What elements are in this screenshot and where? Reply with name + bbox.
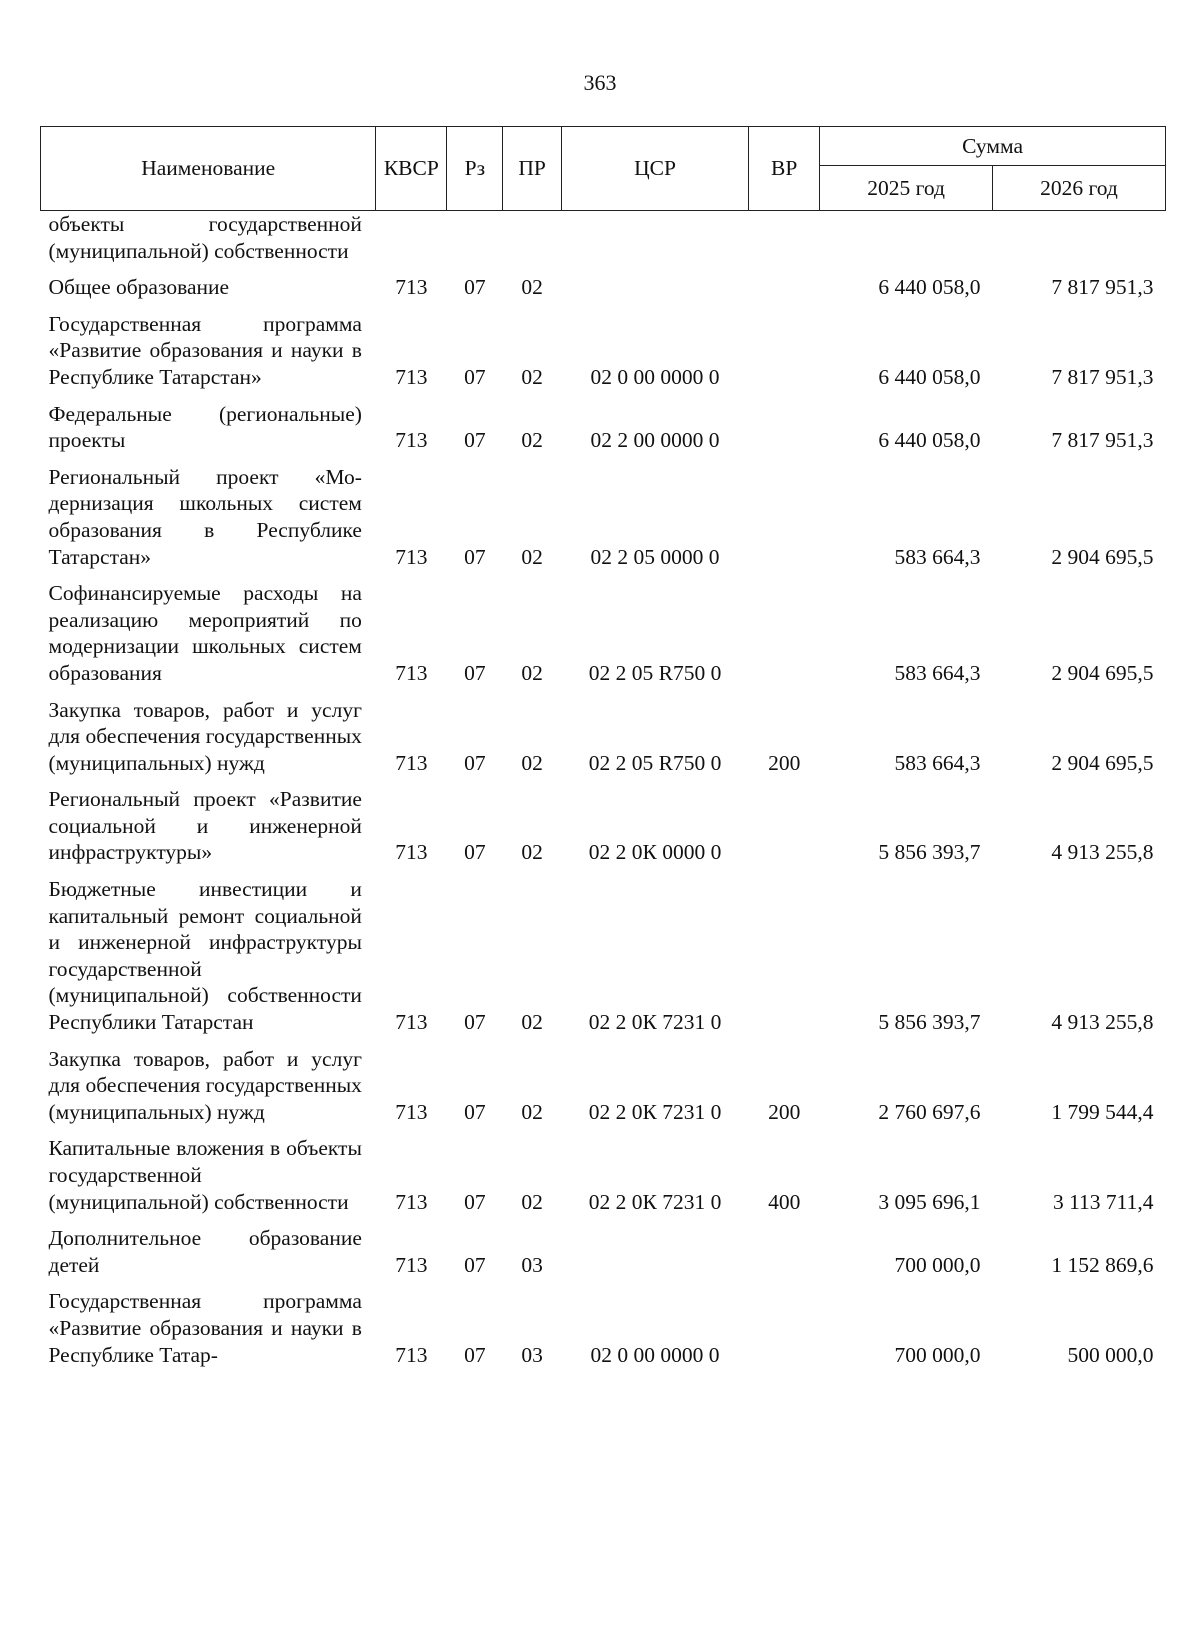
row-csr bbox=[561, 211, 748, 271]
row-vr: 400 bbox=[768, 1189, 801, 1214]
table-row bbox=[41, 1284, 1166, 1374]
table-row bbox=[41, 782, 1166, 872]
row-rz: 07 bbox=[464, 1252, 486, 1277]
table-header bbox=[41, 127, 1166, 211]
row-csr: 02 2 05 R750 0 bbox=[588, 750, 722, 775]
row-amount-2025: 5 856 393,7 bbox=[878, 1010, 981, 1035]
row-name: Бюджетные инвестиции и капитальный ремонт социальной и инженерной инфраструктуры государственной (муниципальной) собственности Республики Татарстан bbox=[48, 877, 362, 1035]
row-rz: 07 bbox=[464, 1099, 486, 1124]
row-kvsr: 713 bbox=[395, 660, 428, 685]
row-amount-2026: 7 817 951,3 bbox=[1051, 428, 1154, 453]
row-csr: 02 0 00 0000 0 bbox=[590, 1342, 720, 1367]
row-pr: 03 bbox=[521, 1342, 543, 1367]
row-rz bbox=[447, 211, 503, 271]
row-name: Региональный проект «Модернизация школьных систем образования в Республике Татарстан» bbox=[48, 464, 362, 569]
row-pr: 02 bbox=[521, 1189, 543, 1214]
header-sum: Сумма bbox=[820, 127, 1166, 166]
table-row bbox=[41, 872, 1166, 1042]
row-name: Капитальные вложения в объекты государственной (муниципальной) собственности bbox=[48, 1136, 362, 1214]
row-csr: 02 0 00 0000 0 bbox=[590, 364, 720, 389]
row-pr: 02 bbox=[521, 660, 543, 685]
row-pr: 02 bbox=[521, 275, 543, 300]
row-amount-2026 bbox=[993, 211, 1166, 271]
row-pr: 02 bbox=[521, 364, 543, 389]
row-amount-2026: 7 817 951,3 bbox=[1051, 275, 1154, 300]
row-kvsr: 713 bbox=[395, 1099, 428, 1124]
row-pr: 02 bbox=[521, 1010, 543, 1035]
row-kvsr: 713 bbox=[395, 1342, 428, 1367]
row-amount-2025 bbox=[820, 211, 993, 271]
row-amount-2026: 3 113 711,4 bbox=[1052, 1189, 1154, 1214]
budget-table bbox=[40, 126, 1166, 1374]
row-vr: 200 bbox=[768, 1099, 801, 1124]
row-csr: 02 2 0К 0000 0 bbox=[588, 840, 722, 865]
row-amount-2025: 583 664,3 bbox=[894, 750, 981, 775]
row-vr bbox=[749, 460, 820, 576]
row-rz: 07 bbox=[464, 750, 486, 775]
row-rz: 07 bbox=[464, 544, 486, 569]
row-amount-2026: 7 817 951,3 bbox=[1051, 364, 1154, 389]
header-vr: ВР bbox=[749, 127, 820, 211]
table-row bbox=[41, 397, 1166, 460]
row-kvsr: 713 bbox=[395, 840, 428, 865]
header-2026: 2026 год bbox=[993, 166, 1166, 211]
row-pr: 02 bbox=[521, 544, 543, 569]
header-pr: ПР bbox=[503, 127, 561, 211]
row-name: Региональный проект «Развитие социальной и инженерной инфраструктуры» bbox=[48, 787, 362, 865]
row-name: Закупка товаров, работ и услуг для обеспечения государственных (муниципальных) нужд bbox=[48, 1046, 362, 1124]
header-2025: 2025 год bbox=[820, 166, 993, 211]
row-kvsr: 713 bbox=[395, 428, 428, 453]
row-amount-2025: 3 095 696,1 bbox=[878, 1189, 981, 1214]
row-rz: 07 bbox=[464, 1189, 486, 1214]
row-name: Дополнительное образование детей bbox=[48, 1226, 362, 1277]
row-vr bbox=[749, 211, 820, 271]
header-kvsr: КВСР bbox=[376, 127, 447, 211]
row-kvsr bbox=[376, 211, 447, 271]
row-vr bbox=[749, 782, 820, 872]
row-amount-2025: 583 664,3 bbox=[894, 544, 981, 569]
table-row bbox=[41, 460, 1166, 576]
table-row bbox=[41, 1221, 1166, 1284]
row-amount-2025: 5 856 393,7 bbox=[878, 840, 981, 865]
row-amount-2025: 583 664,3 bbox=[894, 660, 981, 685]
header-rz: Рз bbox=[447, 127, 503, 211]
row-kvsr: 713 bbox=[395, 1010, 428, 1035]
row-amount-2025: 6 440 058,0 bbox=[878, 275, 981, 300]
row-rz: 07 bbox=[464, 428, 486, 453]
row-name: Государственная программа «Развитие образования и науки в Республике Татар- bbox=[48, 1289, 362, 1367]
row-csr bbox=[561, 270, 748, 307]
row-csr: 02 2 05 R750 0 bbox=[588, 660, 722, 685]
row-pr: 02 bbox=[521, 1099, 543, 1124]
row-vr bbox=[749, 1221, 820, 1284]
row-vr bbox=[749, 270, 820, 307]
table-row bbox=[41, 270, 1166, 307]
row-kvsr: 713 bbox=[395, 544, 428, 569]
row-csr: 02 2 0К 7231 0 bbox=[588, 1099, 722, 1124]
row-amount-2025: 6 440 058,0 bbox=[878, 364, 981, 389]
row-kvsr: 713 bbox=[395, 275, 428, 300]
row-name: Закупка товаров, работ и услуг для обеспечения государственных (муниципальных) нужд bbox=[48, 697, 362, 775]
row-amount-2025: 700 000,0 bbox=[894, 1342, 981, 1367]
row-amount-2026: 2 904 695,5 bbox=[1051, 750, 1154, 775]
row-vr bbox=[749, 397, 820, 460]
row-amount-2026: 4 913 255,8 bbox=[1051, 840, 1154, 865]
row-rz: 07 bbox=[464, 275, 486, 300]
row-kvsr: 713 bbox=[395, 1189, 428, 1214]
table-row bbox=[41, 1131, 1166, 1221]
row-pr: 03 bbox=[521, 1252, 543, 1277]
row-pr: 02 bbox=[521, 840, 543, 865]
row-vr bbox=[749, 1284, 820, 1374]
header-csr: ЦСР bbox=[561, 127, 748, 211]
row-name: Государственная программа «Развитие образования и науки в Республике Татарстан» bbox=[48, 311, 362, 389]
row-kvsr: 713 bbox=[395, 364, 428, 389]
row-vr: 200 bbox=[768, 750, 801, 775]
row-rz: 07 bbox=[464, 840, 486, 865]
row-kvsr: 713 bbox=[395, 1252, 428, 1277]
table-row bbox=[41, 693, 1166, 783]
row-pr: 02 bbox=[521, 428, 543, 453]
row-name: объекты государственной (муниципальной) собственности bbox=[48, 212, 362, 263]
row-amount-2026: 4 913 255,8 bbox=[1051, 1010, 1154, 1035]
row-csr: 02 2 0К 7231 0 bbox=[588, 1010, 722, 1035]
row-name: Общее образование bbox=[48, 275, 230, 300]
row-amount-2026: 1 152 869,6 bbox=[1051, 1252, 1154, 1277]
row-amount-2025: 2 760 697,6 bbox=[878, 1099, 981, 1124]
header-name: Наименование bbox=[41, 127, 376, 211]
row-rz: 07 bbox=[464, 1010, 486, 1035]
row-rz: 07 bbox=[464, 660, 486, 685]
row-rz: 07 bbox=[464, 364, 486, 389]
row-amount-2026: 500 000,0 bbox=[1067, 1342, 1154, 1367]
row-name: Федеральные (региональные) проекты bbox=[48, 401, 362, 453]
table-body bbox=[41, 211, 1166, 1375]
row-csr bbox=[561, 1221, 748, 1284]
row-amount-2026: 1 799 544,4 bbox=[1051, 1099, 1154, 1124]
row-rz: 07 bbox=[464, 1342, 486, 1367]
table-row bbox=[41, 211, 1166, 271]
row-pr bbox=[503, 211, 561, 271]
row-csr: 02 2 00 0000 0 bbox=[590, 428, 720, 453]
row-amount-2026: 2 904 695,5 bbox=[1051, 660, 1154, 685]
page-number: 363 bbox=[583, 70, 617, 95]
table-row bbox=[41, 576, 1166, 692]
row-vr bbox=[749, 307, 820, 397]
row-name: Софинансируемые расходы на реализацию мероприятий по модернизации школьных систем образования bbox=[48, 581, 362, 685]
row-amount-2025: 700 000,0 bbox=[894, 1252, 981, 1277]
row-kvsr: 713 bbox=[395, 750, 428, 775]
row-amount-2025: 6 440 058,0 bbox=[878, 428, 981, 453]
row-pr: 02 bbox=[521, 750, 543, 775]
table-row bbox=[41, 307, 1166, 397]
row-amount-2026: 2 904 695,5 bbox=[1051, 544, 1154, 569]
row-csr: 02 2 05 0000 0 bbox=[590, 544, 720, 569]
row-vr bbox=[749, 872, 820, 1042]
table-row bbox=[41, 1042, 1166, 1132]
row-csr: 02 2 0К 7231 0 bbox=[588, 1189, 722, 1214]
row-vr bbox=[749, 576, 820, 692]
